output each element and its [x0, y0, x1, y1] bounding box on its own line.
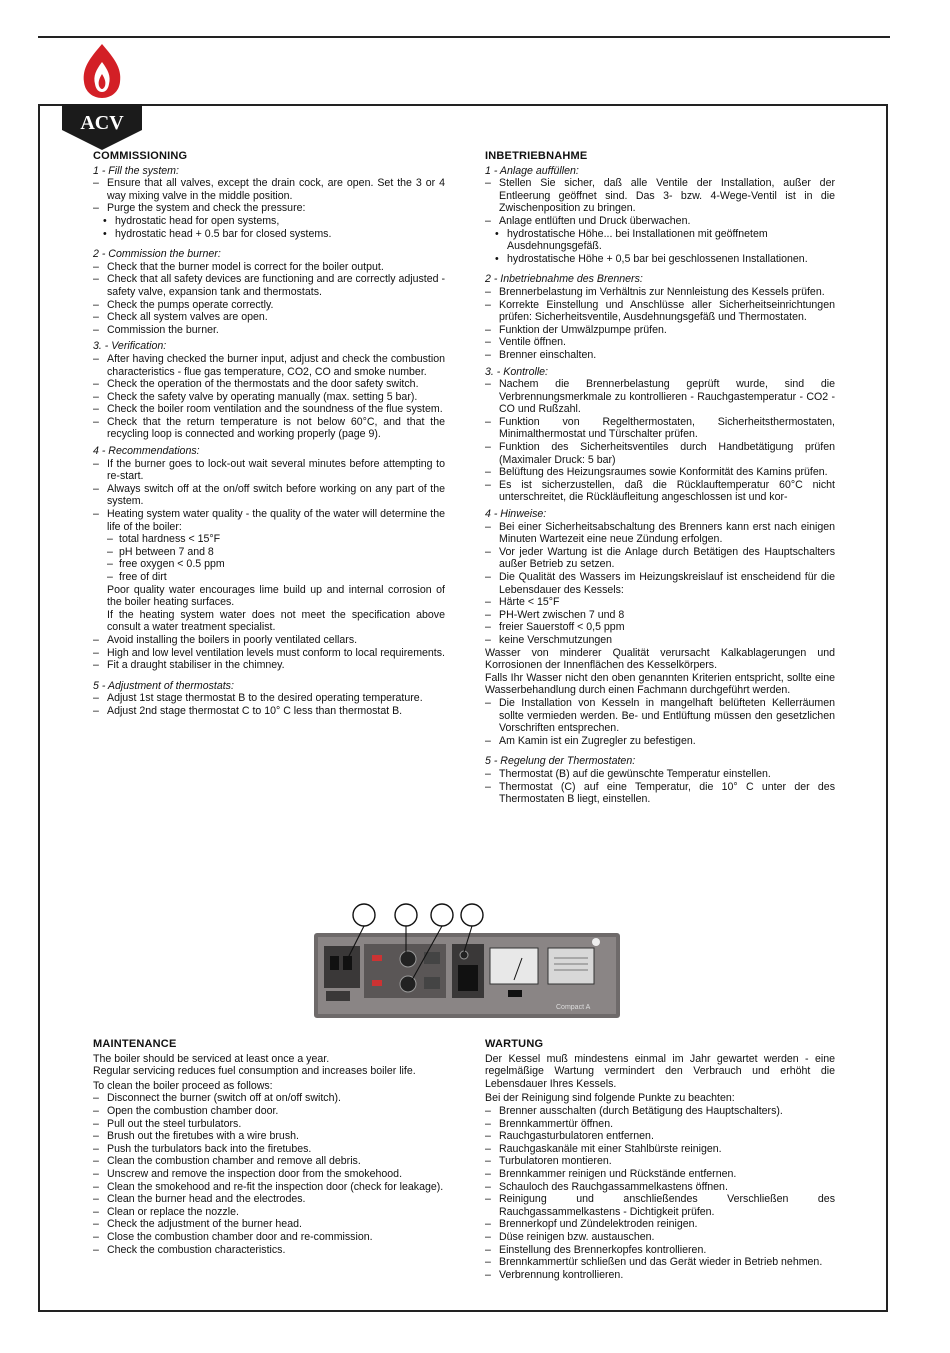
wartung-intro: Der Kessel muß mindestens einmal im Jahr gewartet werden - eine regelmäßige Wartung vermindert den Verbrauch und erhöht die Lebensdauer Ihres Kessels.	[485, 1052, 835, 1090]
list-item: – Check that the return temperature is not below 60°C, and that the recycling loop is connected and working properly (page 9).	[93, 416, 445, 441]
list-item: – Brennerbelastung im Verhältnis zur Nennleistung des Kessels prüfen.	[485, 286, 835, 299]
list-item: – Check the adjustment of the burner head.	[93, 1218, 445, 1231]
maintenance-intro: The boiler should be serviced at least once a year.	[93, 1052, 330, 1065]
list-item: – Ventile öffnen.	[485, 336, 835, 349]
water-note: If the heating system water does not meet the specification above consult a water treatment specialist.	[107, 608, 445, 634]
water-note: Poor quality water encourages lime build up and internal corrosion of the boiler heating surfaces.	[107, 583, 445, 609]
list-item: – High and low level ventilation levels must conform to local requirements.	[93, 647, 445, 660]
acv-badge	[592, 938, 600, 946]
list-item: – Schauloch des Rauchgassammelkastens öffnen.	[485, 1181, 835, 1194]
callout-circle	[461, 904, 483, 926]
inb-s4-title: 4 - Hinweise:	[485, 508, 547, 521]
inb-s1-bullets	[485, 228, 835, 266]
list-item: – Brennkammertür schließen und das Gerät wieder in Betrieb nehmen.	[485, 1256, 835, 1269]
list-item: – Adjust 2nd stage thermostat C to 10° C less than thermostat B.	[93, 705, 445, 718]
list-item: – Anlage entlüften und Druck überwachen.	[485, 215, 835, 228]
gauge-switch	[508, 990, 522, 997]
list-item: – Brenner ausschalten (durch Betätigung des Hauptschalters).	[485, 1105, 835, 1118]
panel-brand-label: Compact A	[556, 1004, 591, 1011]
callout-circle	[431, 904, 453, 926]
list-item: – Die Qualität des Wassers im Heizungskreislauf ist enscheidend für die Lebensdauer des Kessels:	[485, 571, 835, 596]
list-item: – Belüftung des Heizungsraumes sowie Konformität des Kamins prüfen.	[485, 466, 835, 479]
list-item: – Purge the system and check the pressure:	[93, 202, 445, 215]
list-item: – keine Verschmutzungen	[485, 634, 835, 647]
logo-text: ACV	[80, 112, 124, 134]
wartung-section	[485, 1038, 835, 1281]
main-switch	[330, 956, 339, 970]
list-item: – Check the pumps operate correctly.	[93, 299, 445, 312]
comm-s4-title: 4 - Recommendations:	[93, 445, 200, 458]
inb-s3-list	[485, 378, 835, 504]
thermostat-c-knob	[400, 976, 416, 992]
list-item: – Rauchgaskanäle mit einer Stahlbürste reinigen.	[485, 1143, 835, 1156]
list-item: – freier Sauerstoff < 0,5 ppm	[485, 621, 835, 634]
list-item: – Check the safety valve by operating manually (max. setting 5 bar).	[93, 391, 445, 404]
list-item: – Ensure that all valves, except the drain cock, are open. Set the 3 or 4 way mixing valve in the middle position.	[93, 177, 445, 202]
list-item: – Commission the burner.	[93, 324, 445, 337]
comm-s1-bullets	[93, 215, 445, 240]
comm-s1-title: 1 - Fill the system:	[93, 164, 179, 177]
list-item: – Check all system valves are open.	[93, 311, 445, 324]
acv-logo	[60, 40, 144, 152]
list-item: – Check the boiler room ventilation and the soundness of the flue system.	[93, 403, 445, 416]
callout-circle	[353, 904, 375, 926]
inbetriebnahme-section	[485, 150, 835, 806]
list-item: • hydrostatische Höhe... bei Installationen mit geöffnetem Ausdehnungsgefäß.	[495, 228, 835, 253]
list-item: – Pull out the steel turbulators.	[93, 1118, 445, 1131]
maintenance-intro: Regular servicing reduces fuel consumption and increases boiler life.	[93, 1065, 416, 1078]
wartung-intro: Bei der Reinigung sind folgende Punkte zu beachten:	[485, 1092, 735, 1105]
top-rule	[38, 36, 890, 38]
list-item: – free of dirt	[107, 571, 445, 584]
list-item: – Clean or replace the nozzle.	[93, 1206, 445, 1219]
list-item: – Brush out the firetubes with a wire brush.	[93, 1130, 445, 1143]
list-item: • hydrostatic head for open systems,	[103, 215, 445, 228]
list-item: – Fit a draught stabiliser in the chimney.	[93, 659, 445, 672]
wartung-title: WARTUNG	[485, 1038, 544, 1050]
info-plate	[548, 948, 594, 984]
list-item: – Die Installation von Kesseln in mangelhaft belüfteten Kellerräumen sollte vermieden werden. Be- und Entlüftung müssen den gesetzlichen Vorschriften entsprechen.	[485, 697, 835, 735]
list-item: – Verbrennung kontrollieren.	[485, 1269, 835, 1282]
list-item: – Funktion der Umwälzpumpe prüfen.	[485, 324, 835, 337]
list-item: – Korrekte Einstellung und Anschlüsse aller Sicherheitseinrichtungen prüfen: Sicherheitsventile, Ausdehnungsgefäß und Thermostaten.	[485, 299, 835, 324]
list-item: – Always switch off at the on/off switch before working on any part of the system.	[93, 483, 445, 508]
inb-s2-list	[485, 286, 835, 362]
comm-s5-list	[93, 692, 445, 717]
inb-s4-list2	[485, 697, 835, 747]
inb-s1-list	[485, 177, 835, 227]
list-item: – Es ist sicherzustellen, daß die Rücklauftemperatur 60°C nicht unterschreitet, die Rückläufleitung angeschlossen ist und kor-	[485, 479, 835, 504]
list-item: – Rauchgasturbulatoren entfernen.	[485, 1130, 835, 1143]
water-note: Wasser von minderer Qualität verursacht Kalkablagerungen und Korrosionen der Innenflächen des Kesselkörpers.	[485, 646, 835, 672]
thermostat-b-knob	[400, 951, 416, 967]
commissioning-section	[93, 150, 445, 718]
list-item: – Düse reinigen bzw. austauschen.	[485, 1231, 835, 1244]
list-item: – pH between 7 and 8	[107, 546, 445, 559]
list-item: – Disconnect the burner (switch off at on/off switch).	[93, 1092, 445, 1105]
list-item: • hydrostatic head + 0.5 bar for closed systems.	[103, 228, 445, 241]
list-item: – Thermostat (C) auf eine Temperatur, die 10° C unter der des Thermostaten B liegt, einstellen.	[485, 781, 835, 806]
maintenance-section	[93, 1038, 445, 1256]
list-item: – Am Kamin ist ein Zugregler zu befestigen.	[485, 735, 835, 748]
list-item: – Einstellung des Brennerkopfes kontrollieren.	[485, 1244, 835, 1257]
list-item: – Adjust 1st stage thermostat B to the desired operating temperature.	[93, 692, 445, 705]
list-item: – Check that all safety devices are functioning and are correctly adjusted - safety valve, expansion tank and thermostats.	[93, 273, 445, 298]
list-item: – Unscrew and remove the inspection door from the smokehood.	[93, 1168, 445, 1181]
reset-button	[326, 991, 350, 1001]
list-item: – Nachem die Brennerbelastung geprüft wurde, sind die Verbrennungsmerkmale zu kontrollieren - Rauchgastemperatur - CO2 - CO und Rußzahl.	[485, 378, 835, 416]
list-item-text: Heating system water quality - the quality of the water will determine the life of the boiler:	[107, 508, 445, 533]
list-item: – Clean the smokehood and re-fit the inspection door (check for leakage).	[93, 1181, 445, 1194]
list-item: – Close the combustion chamber door and re-commission.	[93, 1231, 445, 1244]
safety-switch	[458, 965, 478, 991]
inb-s5-title: 5 - Regelung der Thermostaten:	[485, 755, 636, 768]
inbetriebnahme-title: INBETRIEBNAHME	[485, 150, 588, 162]
list-item: – Push the turbulators back into the firetubes.	[93, 1143, 445, 1156]
list-item: – Thermostat (B) auf die gewünschte Temperatur einstellen.	[485, 768, 835, 781]
comm-s1-list	[93, 177, 445, 215]
list-item: – After having checked the burner input, adjust and check the combustion characteristics - flue gas temperature, CO2, CO and smoke number.	[93, 353, 445, 378]
list-item	[93, 508, 445, 634]
list-item: – Clean the combustion chamber and remove all debris.	[93, 1155, 445, 1168]
list-item: – Brennkammertür öffnen.	[485, 1118, 835, 1131]
list-item: – Check that the burner model is correct for the boiler output.	[93, 261, 445, 274]
water-spec-list	[107, 533, 445, 583]
comm-s2-title: 2 - Commission the burner:	[93, 248, 221, 261]
callout-circle	[395, 904, 417, 926]
list-item: – Funktion des Sicherheitsventiles durch Handbetätigung prüfen (Maximaler Druck: 5 bar)	[485, 441, 835, 466]
comm-s2-list	[93, 261, 445, 337]
list-item: – Turbulatoren montieren.	[485, 1155, 835, 1168]
switch-block	[324, 946, 360, 988]
list-item: • hydrostatische Höhe + 0,5 bar bei geschlossenen Installationen.	[495, 253, 835, 266]
list-item: – Brennerkopf und Zündelektroden reinigen.	[485, 1218, 835, 1231]
control-panel-illustration	[312, 900, 622, 1020]
list-item: – If the burner goes to lock-out wait several minutes before attempting to re-start.	[93, 458, 445, 483]
display-slot	[424, 977, 440, 989]
list-item: – Vor jeder Wartung ist die Anlage durch Betätigen des Hauptschalters außer Betrieb zu setzen.	[485, 546, 835, 571]
comm-s5-title: 5 - Adjustment of thermostats:	[93, 679, 234, 692]
list-item: – Funktion von Regelthermostaten, Sicherheitsthermostaten, Minimalthermostat und Türschalter prüfen.	[485, 416, 835, 441]
inb-s2-title: 2 - Inbetriebnahme des Brenners:	[485, 273, 643, 286]
commissioning-title: COMMISSIONING	[93, 150, 188, 162]
list-item: – Check the combustion characteristics.	[93, 1244, 445, 1257]
inb-s3-title: 3. - Kontrolle:	[485, 365, 549, 378]
list-item: – free oxygen < 0.5 ppm	[107, 558, 445, 571]
list-item: – Clean the burner head and the electrodes.	[93, 1193, 445, 1206]
inb-s5-list	[485, 768, 835, 806]
comm-s3-title: 3. - Verification:	[93, 340, 167, 353]
list-item: – total hardness < 15°F	[107, 533, 445, 546]
list-item: – Open the combustion chamber door.	[93, 1105, 445, 1118]
list-item: – Reinigung und anschließendes Verschließen des Rauchgassammelkastens - Dichtigkeit prüfen.	[485, 1193, 835, 1218]
list-item: – Stellen Sie sicher, daß alle Ventile der Installation, außer der Entleerung geöffnet sind. Das 3- bzw. 4-Wege-Ventil ist in die Zwischenposition zu bringen.	[485, 177, 835, 215]
maintenance-title: MAINTENANCE	[93, 1038, 177, 1050]
indicator-light	[372, 955, 382, 961]
list-item: – Brennkammer reinigen und Rückstände entfernen.	[485, 1168, 835, 1181]
list-item: – Bei einer Sicherheitsabschaltung des Brenners kann erst nach einigen Minuten Wartezeit eine neue Zündung erfolgen.	[485, 521, 835, 546]
wartung-list	[485, 1105, 835, 1281]
comm-s3-list	[93, 353, 445, 441]
maintenance-intro: To clean the boiler proceed as follows:	[93, 1079, 273, 1092]
comm-s4-list	[93, 458, 445, 672]
water-note: Falls Ihr Wasser nicht den oben genannten Kriterien entspricht, sollte eine Wasserbehandlung durch einen Fachmann durchgeführt werden.	[485, 671, 835, 697]
list-item: – PH-Wert zwischen 7 und 8	[485, 609, 835, 622]
maintenance-list	[93, 1092, 445, 1256]
list-item: – Härte < 15°F	[485, 596, 835, 609]
indicator-light	[372, 980, 382, 986]
list-item: – Brenner einschalten.	[485, 349, 835, 362]
list-item: – Avoid installing the boilers in poorly ventilated cellars.	[93, 634, 445, 647]
list-item: – Check the operation of the thermostats and the door safety switch.	[93, 378, 445, 391]
safety-reset	[460, 951, 468, 959]
inb-s1-title: 1 - Anlage auffüllen:	[485, 164, 579, 177]
inb-s4-list	[485, 521, 835, 647]
